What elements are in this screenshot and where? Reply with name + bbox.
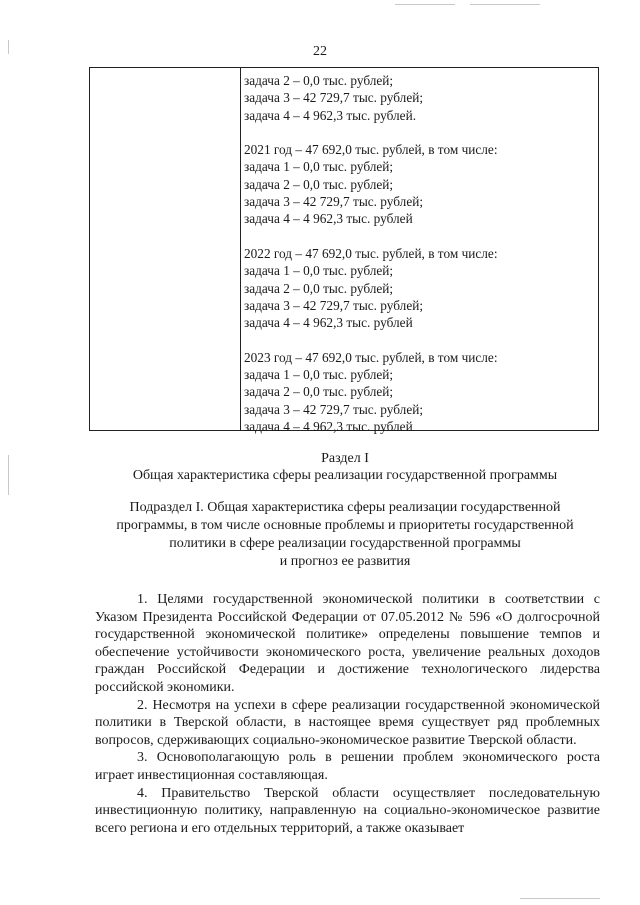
funding-line: задача 2 – 0,0 тыс. рублей;: [244, 280, 394, 296]
funding-line: задача 3 – 42 729,7 тыс. рублей;: [244, 401, 424, 417]
funding-line: задача 4 – 4 962,3 тыс. рублей: [244, 315, 413, 331]
scan-mark-left-mid: [8, 455, 9, 495]
funding-year-header: 2023 год – 47 692,0 тыс. рублей, в том числе:: [244, 349, 498, 365]
funding-line: задача 3 – 42 729,7 тыс. рублей;: [244, 90, 424, 106]
funding-line: задача 2 – 0,0 тыс. рублей;: [244, 384, 394, 400]
section-label: Раздел I: [321, 451, 369, 466]
funding-table: [89, 67, 599, 434]
funding-line: задача 4 – 4 962,3 тыс. рублей: [244, 418, 413, 434]
funding-line: задача 3 – 42 729,7 тыс. рублей;: [244, 297, 424, 313]
funding-year-header: 2022 год – 47 692,0 тыс. рублей, в том числе:: [244, 245, 498, 261]
scan-mark-top: [395, 4, 455, 5]
funding-line: задача 2 – 0,0 тыс. рублей;: [244, 73, 394, 88]
funding-line: задача 2 – 0,0 тыс. рублей;: [244, 176, 394, 192]
paragraph: 3. Основополагающую роль в решении проблем экономического роста играет инвестиционная составляющая.: [95, 750, 600, 783]
funding-year-header: 2021 год – 47 692,0 тыс. рублей, в том числе:: [244, 142, 498, 158]
subsection-title: Подраздел I. Общая характеристика сферы реализации государственной программы, в том числе основные проблемы и приоритеты государственной политики в сфере реализации государственной программы: [116, 500, 574, 551]
page-number: 22: [313, 44, 327, 59]
paragraph: 4. Правительство Тверской области осуществляет последовательную инвестиционную политику, направленную на социально-экономическое развитие всего региона и его отдельных территорий, а также оказывает: [95, 785, 600, 836]
funding-line: задача 3 – 42 729,7 тыс. рублей;: [244, 194, 424, 210]
subsection-subtitle: и прогноз ее развития: [279, 554, 411, 569]
body-paragraphs: [95, 591, 600, 837]
funding-table-label-cell: [90, 68, 241, 430]
funding-line: задача 1 – 0,0 тыс. рублей;: [244, 263, 394, 279]
funding-line: задача 1 – 0,0 тыс. рублей;: [244, 367, 394, 383]
funding-line: задача 1 – 0,0 тыс. рублей;: [244, 159, 394, 175]
paragraph: 2. Несмотря на успехи в сфере реализации государственной экономической политики в Тверской области, в настоящее время существует ряд проблемных вопросов, сдерживающих социально-экономическое развитие Тверской области.: [95, 697, 600, 748]
funding-line: задача 4 – 4 962,3 тыс. рублей: [244, 211, 413, 227]
section-title: Общая характеристика сферы реализации государственной программы: [132, 468, 558, 483]
funding-table-value-cell: [244, 72, 592, 435]
scan-mark-top-right: [470, 4, 540, 5]
paragraph: 1. Целями государственной экономической политики в соответствии с Указом Президента Российской Федерации от 07.05.2012 № 596 «О долгосрочной государственной экономической политике» определены повышение темпов и обеспечение устойчивости экономического роста, увеличение реальных доходов граждан Российской Федерации и достижение технологического лидерства российской экономики.: [95, 592, 600, 695]
funding-line: задача 4 – 4 962,3 тыс. рублей.: [244, 107, 417, 123]
scan-mark-bottom-right: [520, 898, 600, 899]
